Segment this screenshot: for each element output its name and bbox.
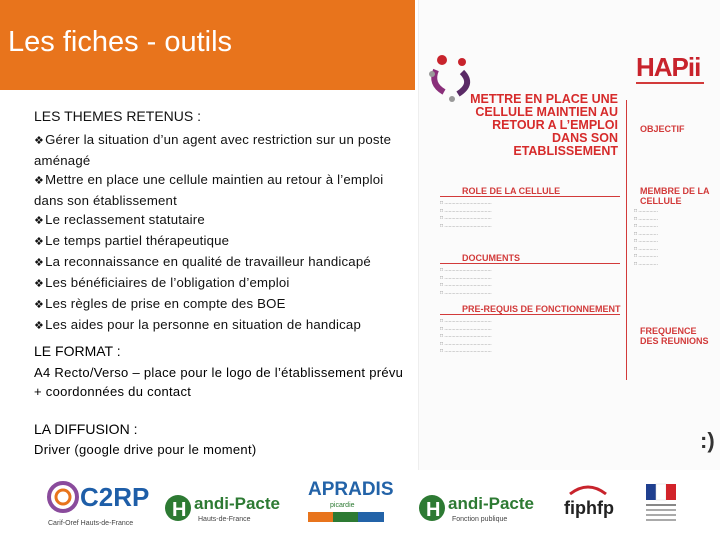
theme-item	[34, 315, 406, 336]
poster-divider	[626, 100, 627, 380]
themes-heading: LES THEMES RETENUS :	[34, 108, 202, 124]
poster-line-documents	[440, 263, 620, 264]
svg-text:H: H	[426, 499, 441, 521]
poster-footer-mark: :)	[700, 428, 715, 453]
diamond-bullet-icon: ❖	[34, 215, 45, 227]
diamond-bullet-icon: ❖	[34, 299, 45, 311]
theme-item-text: Les aides pour la personne en situation de handicap	[45, 317, 361, 332]
theme-item	[34, 231, 406, 252]
poster-title: METTRE EN PLACE UNE CELLULE MAINTIEN AU RETOUR A L’EMPLOI DANS SON ETABLISSEMENT	[470, 92, 618, 158]
apradis-logo-text: APRADIS	[308, 479, 394, 500]
format-text: A4 Recto/Verso – place pour le logo de l’établissement prévu + coordonnées du contact	[34, 365, 404, 399]
fiphfp-logo-icon	[568, 480, 608, 498]
theme-item	[34, 294, 406, 315]
theme-item-text: Mettre en place une cellule maintien au retour à l’emploi dans son établissement	[34, 172, 384, 208]
themes-list	[34, 130, 406, 336]
theme-item	[34, 170, 406, 210]
poster-text-prerequis: □ .................................. □ .................................. □ .................................. □ .................................. □ ..................................	[440, 318, 492, 354]
slide-title-bar	[0, 0, 415, 90]
poster-text-role: □ .................................. □ .................................. □ .................................. □ ..................................	[440, 200, 492, 229]
republique-francaise-logo-icon	[640, 482, 682, 530]
handi-pacte-logo-text-2: andi-Pacte	[448, 494, 534, 513]
poster-section-objectif: OBJECTIF	[640, 124, 685, 134]
c2rp-logo-sub: Carif-Oref Hauts-de-France	[48, 520, 134, 527]
c2rp-logo-text: C2RP	[80, 482, 150, 512]
poster-line-prerequis	[440, 314, 620, 315]
c2rp-logo-icon	[46, 478, 80, 516]
format-heading: LE FORMAT :	[34, 343, 121, 359]
apradis-logo-sub: picardie	[330, 502, 355, 509]
poster-section-role: ROLE DE LA CELLULE	[462, 186, 561, 196]
poster-brand-underline	[636, 82, 704, 84]
handi-pacte-logo-icon-2	[418, 484, 446, 532]
theme-item	[34, 210, 406, 231]
poster-section-membre: MEMBRE DE LA CELLULE	[640, 186, 710, 206]
handi-pacte-logo-sub-1: Hauts-de-France	[198, 516, 251, 523]
slide-title: Les fiches - outils	[8, 26, 233, 58]
handi-pacte-logo-sub-2: Fonction publique	[452, 516, 508, 523]
theme-item-text: Les bénéficiaires de l’obligation d’emploi	[45, 275, 290, 290]
poster-text-membre: □ .............. □ .............. □ .............. □ .............. □ .............. □ .............. □ .............. □ ..............	[634, 208, 658, 267]
poster-line-role	[440, 196, 620, 197]
poster-section-documents: DOCUMENTS	[462, 253, 520, 263]
diamond-bullet-icon: ❖	[34, 236, 45, 248]
diamond-bullet-icon: ❖	[34, 175, 45, 187]
theme-item	[34, 252, 406, 273]
poster-text-documents: □ .................................. □ .................................. □ .................................. □ ..................................	[440, 267, 492, 296]
poster-brand: HAPii	[636, 52, 701, 82]
apradis-logo-bar	[308, 512, 384, 522]
diamond-bullet-icon: ❖	[34, 278, 45, 290]
diamond-bullet-icon: ❖	[34, 320, 45, 332]
diamond-bullet-icon: ❖	[34, 257, 45, 269]
theme-item	[34, 130, 406, 170]
theme-item	[34, 273, 406, 294]
theme-item-text: La reconnaissance en qualité de travailleur handicapé	[45, 254, 371, 269]
poster-section-prerequis: PRE-REQUIS DE FONCTIONNEMENT	[462, 304, 621, 314]
fiphfp-logo-text: fiphfp	[564, 498, 614, 518]
handi-pacte-logo-icon-1	[164, 484, 192, 532]
diamond-bullet-icon: ❖	[34, 135, 45, 147]
theme-item-text: Le temps partiel thérapeutique	[45, 233, 230, 248]
diffusion-text: Driver (google drive pour le moment)	[34, 442, 257, 457]
poster-section-frequence: FREQUENCE DES REUNIONS	[640, 326, 709, 346]
handi-pacte-logo-text-1: andi-Pacte	[194, 494, 280, 513]
themes-section	[34, 108, 406, 336]
diffusion-heading: LA DIFFUSION :	[34, 421, 138, 437]
svg-text:H: H	[172, 499, 187, 521]
theme-item-text: Gérer la situation d’un agent avec restriction sur un poste aménagé	[34, 132, 392, 168]
theme-item-text: Le reclassement statutaire	[45, 212, 205, 227]
theme-item-text: Les règles de prise en compte des BOE	[45, 296, 286, 311]
